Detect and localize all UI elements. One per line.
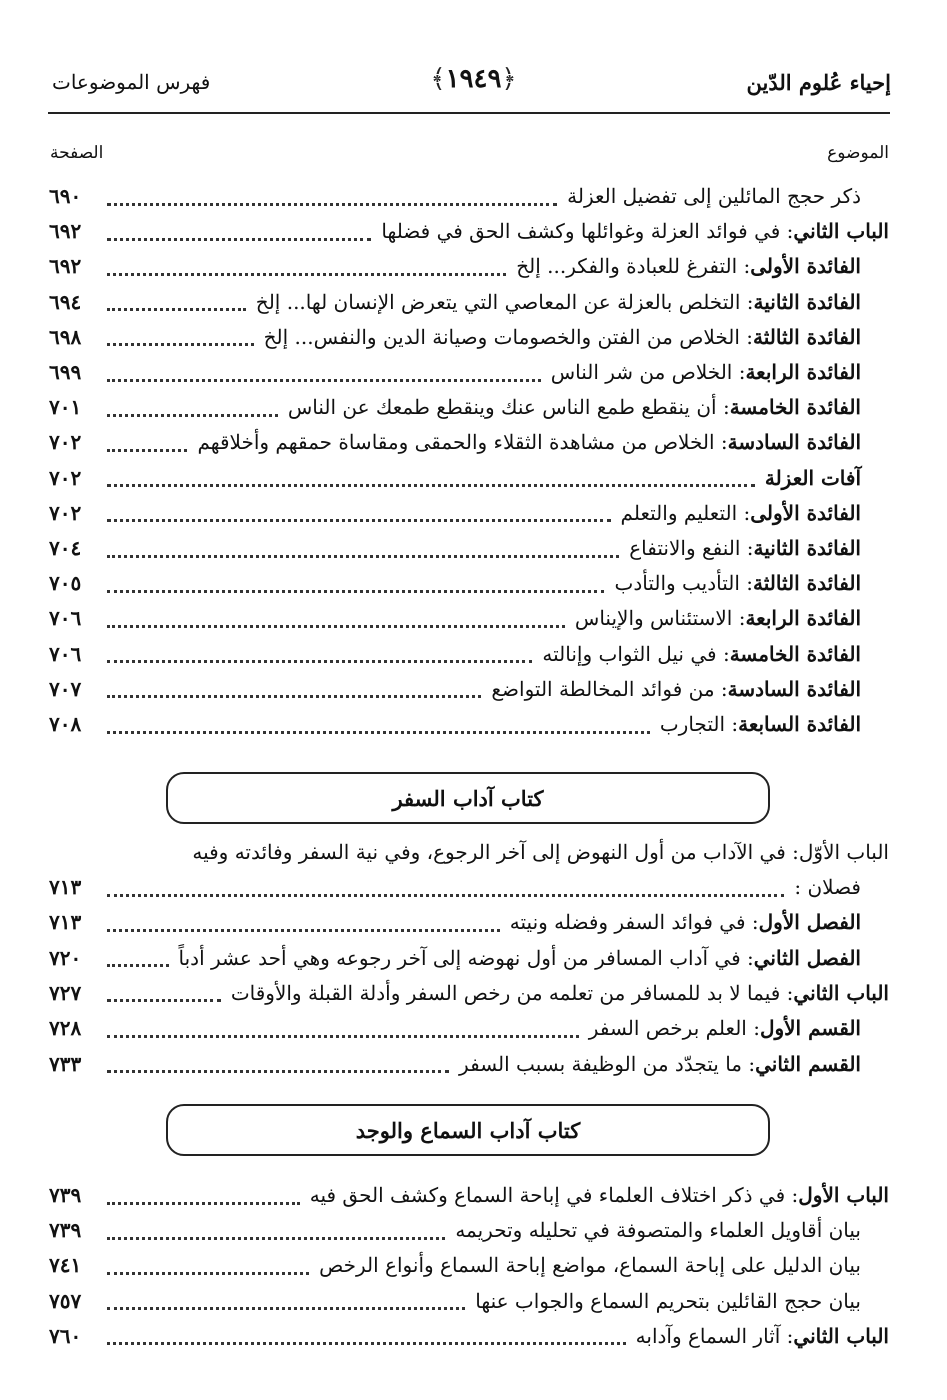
toc-entry-label: الفائدة الأولى (750, 254, 861, 279)
toc-entry-text: : في نيل الثواب وإنالته (542, 641, 730, 666)
dot-leader (107, 379, 541, 382)
toc-entry-title (231, 981, 889, 1005)
toc-entry-title (660, 712, 889, 736)
toc-entry-label: الفائدة الثالثة (753, 324, 861, 349)
toc-entry-text: : ما يتجدّد من الوظيفة بسبب السفر (459, 1051, 756, 1076)
page-number-text: ١٩٤٩ (445, 64, 502, 94)
toc-entry-text: : في آداب المسافر من أول نهوضه إلى آخر رجوعه وهي أحد عشر أدباً (178, 945, 754, 970)
toc-entry-label: الفائدة الثانية (753, 536, 861, 560)
toc-entry (49, 601, 889, 635)
dot-leader (107, 894, 784, 897)
section-box-travel (166, 772, 770, 824)
toc-entry-label: الفائدة السادسة (727, 430, 861, 455)
toc-entry (49, 941, 889, 975)
toc-entry (49, 214, 889, 248)
toc-entry (49, 179, 889, 213)
dot-leader (107, 1272, 309, 1275)
toc-entry-title (264, 325, 889, 349)
toc-entry-text: فصلان : (794, 875, 861, 899)
header-rule (48, 112, 890, 114)
toc-page-number: ٧١٣ (49, 875, 82, 899)
toc-entry-title (575, 606, 889, 630)
toc-entry-text: : آثار السماع وآدابه (635, 1323, 794, 1348)
toc-entry-text: : التأديب والتأدب (614, 571, 753, 596)
toc-entry-text: : في فوائد السفر وفضله ونيته (509, 910, 759, 935)
dot-leader (107, 660, 532, 663)
toc-entry (49, 320, 889, 354)
toc-entry-title (614, 571, 889, 595)
dot-leader (107, 519, 611, 522)
dot-leader (107, 449, 187, 452)
toc-entry-title (288, 395, 889, 419)
toc-page-number: ٧٣٣ (49, 1051, 82, 1076)
dot-leader (107, 999, 221, 1002)
toc-entry-text: : التفرغ للعبادة والفكر... إلخ (516, 254, 751, 279)
toc-entry-title (491, 677, 889, 701)
toc-entry-text: : العلم برخص السفر (588, 1016, 760, 1041)
toc-entry-text: : في فوائد العزلة وغوائلها وكشف الحق في فضلها (381, 219, 794, 244)
toc-entry-title (621, 501, 889, 525)
toc-entry (49, 496, 889, 530)
toc-page-number: ٦٩٠ (49, 184, 82, 208)
toc-entry-text: : الخلاص من مشاهدة الثقلاء والحمقى ومقاساة حمقهم وأخلاقهم (197, 430, 728, 455)
dot-leader (107, 1237, 445, 1240)
toc-entry-label: الباب الأول (798, 1183, 889, 1207)
toc-page-number: ٧٣٩ (49, 1218, 82, 1243)
dot-leader (107, 1342, 626, 1345)
toc-entry-title (542, 642, 889, 666)
section-title-travel: كتاب آداب السفر (392, 785, 544, 811)
toc-page-number: ٦٩٢ (49, 254, 82, 279)
toc-entry (49, 870, 889, 904)
toc-entry-text: : النفع والانتفاع (629, 536, 754, 560)
toc-page-number: ٧٠٦ (49, 641, 82, 666)
toc-entry (49, 707, 889, 741)
toc-entry-title (567, 184, 889, 208)
toc-entry-label: الباب الثاني (793, 219, 889, 244)
toc-entry-title (765, 466, 889, 490)
toc-entry-label: الفائدة السادسة (727, 676, 861, 701)
dot-leader (107, 238, 371, 241)
toc-entry-title (516, 254, 889, 278)
toc-entry-title (381, 219, 889, 243)
column-header-topic: الموضوع (827, 143, 889, 163)
dot-leader (107, 695, 481, 698)
toc-entry-label: القسم الأول (759, 1016, 861, 1041)
running-section-title: فهرس الموضوعات (52, 70, 211, 94)
toc-entry (49, 1248, 889, 1282)
toc-page-number: ٧٢٠ (49, 945, 82, 970)
toc-entry-title (636, 1324, 889, 1348)
toc-page-number: ٧٠٨ (49, 712, 82, 736)
section-title-listening: كتاب آداب السماع والوجد (355, 1117, 581, 1143)
dot-leader (107, 731, 650, 734)
dot-leader (107, 203, 557, 206)
toc-entry-text: بيان أقاويل العلماء والمتصوفة في تحليله وتحريمه (455, 1218, 861, 1243)
toc-entry (49, 1047, 889, 1081)
toc-entry (49, 1178, 889, 1212)
toc-entry-title (459, 1052, 889, 1076)
toc-entry-label: الفائدة الثالثة (753, 571, 861, 596)
dot-leader (107, 1035, 579, 1038)
toc-entry (49, 285, 889, 319)
toc-entry-label: الفائدة الخامسة (729, 395, 861, 420)
dot-leader (107, 484, 755, 487)
toc-entry (49, 1284, 889, 1318)
toc-page-number: ٧٥٧ (49, 1288, 82, 1313)
toc-page-number: ٧٣٩ (49, 1183, 82, 1207)
dot-leader (107, 555, 619, 558)
section-box-listening (166, 1104, 770, 1156)
toc-entry-text: : التخلص بالعزلة عن المعاصي التي يتعرض الإنسان لها... إلخ (255, 289, 754, 314)
toc-entry-text: بيان حجج القائلين بتحريم السماع والجواب عنها (475, 1288, 861, 1313)
toc-entry-label: الفائدة الخامسة (729, 641, 861, 666)
column-header-page: الصفحة (50, 143, 104, 163)
toc-entry (49, 249, 889, 283)
toc-entry-title (319, 1253, 889, 1277)
toc-entry (49, 1213, 889, 1247)
toc-page-number: ٧٢٨ (49, 1016, 82, 1041)
toc-entry-title (310, 1183, 889, 1207)
toc-entry-title (551, 360, 889, 384)
toc-entry-text: : فيما لا بد للمسافر من تعلمه من رخص السفر وأدلة القبلة والأوقات (230, 980, 794, 1005)
toc-entry (49, 637, 889, 671)
toc-entry-text: : التجارب (659, 712, 739, 736)
toc-page-number: ٧٢٧ (49, 980, 82, 1005)
toc-entry-wrapped-line: الباب الأوّل: في الآداب من أول النهوض إلى آخر الرجوع، وفي نية السفر وفائدته وفيه (192, 840, 889, 864)
toc-entry-text: : التعليم والتعلم (620, 500, 751, 525)
toc-page-number: ٦٩٢ (49, 219, 82, 244)
toc-page-number: ٧٠٢ (49, 500, 82, 525)
toc-page-number: ٦٩٨ (49, 324, 82, 349)
toc-entry-text: : الخلاص من شر الناس (550, 360, 746, 384)
toc-entry-text: : الاستئناس والإيناس (574, 606, 746, 631)
dot-leader (107, 1070, 449, 1073)
dot-leader (107, 625, 565, 628)
toc-entry (49, 425, 889, 459)
toc-entry-label: الباب الثاني (793, 980, 889, 1005)
toc-entry-title (475, 1289, 889, 1313)
toc-entry-label: الفائدة السابعة (738, 712, 861, 736)
toc-entry (49, 531, 889, 565)
dot-leader (107, 273, 506, 276)
toc-entry (49, 976, 889, 1010)
toc-entry-title (179, 946, 889, 970)
toc-entry-text: : من فوائد المخالطة التواضع (491, 676, 728, 701)
toc-entry-label: الفصل الثاني (753, 945, 861, 970)
toc-entry-label: الباب الثاني (793, 1323, 889, 1348)
dot-leader (107, 343, 254, 346)
toc-entry (49, 566, 889, 600)
toc-entry-title (629, 536, 889, 560)
toc-page-number: ٧٠٥ (49, 571, 82, 596)
toc-entry-title (794, 875, 889, 899)
dot-leader (107, 590, 604, 593)
toc-entry (49, 1319, 889, 1353)
toc-entry-title (256, 290, 889, 314)
toc-entry-label: الفائدة الرابعة (745, 360, 861, 384)
toc-page-number: ٧٦٠ (49, 1323, 82, 1348)
toc-entry-title (197, 430, 889, 454)
toc-entry-label: الفائدة الرابعة (745, 606, 861, 631)
dot-leader (107, 1202, 300, 1205)
toc-entry (49, 390, 889, 424)
toc-page-number: ٧٠١ (49, 395, 82, 420)
page-number: ﴿١٩٤٩﴾ (430, 64, 517, 94)
toc-page-number: ٧١٣ (49, 910, 82, 935)
toc-page-number: ٦٩٩ (49, 360, 82, 384)
toc-entry-text: : أن ينقطع طمع الناس عنك وينقطع طمعك عن الناس (287, 395, 730, 420)
toc-page-number: ٦٩٤ (49, 289, 82, 314)
toc-page-number: ٧٠٢ (49, 465, 82, 490)
dot-leader (107, 964, 169, 967)
toc-entry-label: الفصل الأول (758, 910, 861, 935)
toc-entry (49, 461, 889, 495)
toc-page-number: ٧٠٧ (49, 676, 82, 701)
dot-leader (107, 1307, 465, 1310)
toc-entry-text: : في ذكر اختلاف العلماء في إباحة السماع وكشف الحق فيه (309, 1183, 799, 1207)
toc-entry (49, 355, 889, 389)
toc-entry-title (589, 1016, 889, 1040)
dot-leader (107, 929, 500, 932)
toc-page-number: ٧٠٤ (49, 536, 82, 560)
dot-leader (107, 308, 246, 311)
toc-entry (49, 905, 889, 939)
book-title: إحياء عُلوم الدّين (746, 70, 891, 95)
toc-entry-text: بيان الدليل على إباحة السماع، مواضع إباحة السماع وأنواع الرخص (319, 1253, 861, 1278)
toc-entry-label: الفائدة الأولى (750, 500, 861, 525)
toc-page-number: ٧٠٦ (49, 606, 82, 631)
toc-entry-text: ذكر حجج المائلين إلى تفضيل العزلة (567, 184, 861, 208)
toc-entry-label: القسم الثاني (755, 1051, 861, 1076)
toc-page-number: ٧٤١ (49, 1253, 82, 1278)
toc-entry-label: آفات العزلة (764, 465, 861, 490)
toc-page-number: ٧٠٢ (49, 430, 82, 455)
toc-entry (49, 1011, 889, 1045)
toc-entry (49, 672, 889, 706)
dot-leader (107, 414, 278, 417)
toc-entry-label: الفائدة الثانية (753, 289, 861, 314)
toc-entry-title (510, 910, 889, 934)
toc-entry-title (455, 1218, 889, 1242)
toc-entry-text: : الخلاص من الفتن والخصومات وصيانة الدين والنفس... إلخ (263, 324, 753, 349)
